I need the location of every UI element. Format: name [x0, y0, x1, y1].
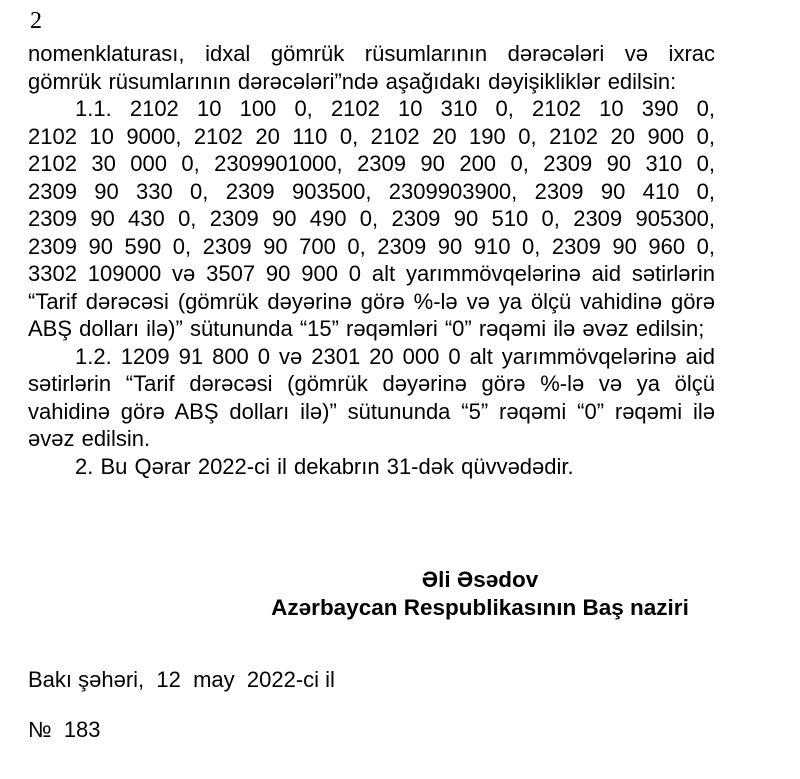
signer-name: Əli Əsədov	[421, 567, 539, 592]
text-line: 2102 10 9000, 2102 20 110 0, 2102 20 190 0, 2102 20 900 0,	[28, 123, 715, 149]
text-line: gömrük rüsumlarının dərəcələri”ndə aşağıdakı dəyişikliklər edilsin:	[28, 68, 677, 94]
text-line: 2309 90 430 0, 2309 90 490 0, 2309 90 510 0, 2309 905300,	[28, 206, 715, 231]
text-line: “Tarif dərəcəsi (gömrük dəyərinə görə %-lə və ya ölçü vahidinə görə	[28, 288, 715, 314]
text-line: 2. Bu Qərar 2022-ci il dekabrın 31-dək qüvvədədir.	[75, 453, 574, 479]
page-number: 2	[30, 8, 42, 34]
text-line: 1.2. 1209 91 800 0 və 2301 20 000 0 alt yarımmövqelərinə aid	[75, 343, 715, 369]
text-line: 2309 90 590 0, 2309 90 700 0, 2309 90 910 0, 2309 90 960 0,	[28, 233, 715, 259]
text-line: 3302 109000 və 3507 90 900 0 alt yarımmövqelərinə aid sətirlərin	[28, 261, 715, 286]
signature-inner	[245, 566, 715, 622]
document-body	[28, 40, 715, 480]
text-line: sətirlərin “Tarif dərəcəsi (gömrük dəyərinə görə %-lə və ya ölçü	[28, 371, 715, 396]
text-line: ABŞ dolları ilə)” sütununda “15” rəqəmləri “0” rəqəmi ilə əvəz edilsin;	[28, 316, 705, 341]
signer-title: Azərbaycan Respublikasının Baş naziri	[271, 595, 689, 620]
text-line: nomenklaturası, idxal gömrük rüsumlarının dərəcələri və ixrac	[28, 41, 715, 66]
place-date-line: Bakı şəhəri, 12 may 2022-ci il	[28, 667, 335, 692]
text-line: 2309 90 330 0, 2309 903500, 2309903900, 2309 90 410 0,	[28, 178, 715, 204]
text-line: 2102 30 000 0, 2309901000, 2309 90 200 0, 2309 90 310 0,	[28, 151, 715, 176]
text-line: vahidinə görə ABŞ dolları ilə)” sütununda “5” rəqəmi “0” rəqəmi ilə	[28, 398, 715, 424]
document-number: № 183	[28, 717, 101, 742]
text-line: 1.1. 2102 10 100 0, 2102 10 310 0, 2102 10 390 0,	[75, 96, 715, 121]
text-line: əvəz edilsin.	[28, 426, 151, 451]
signature-block	[28, 566, 715, 622]
